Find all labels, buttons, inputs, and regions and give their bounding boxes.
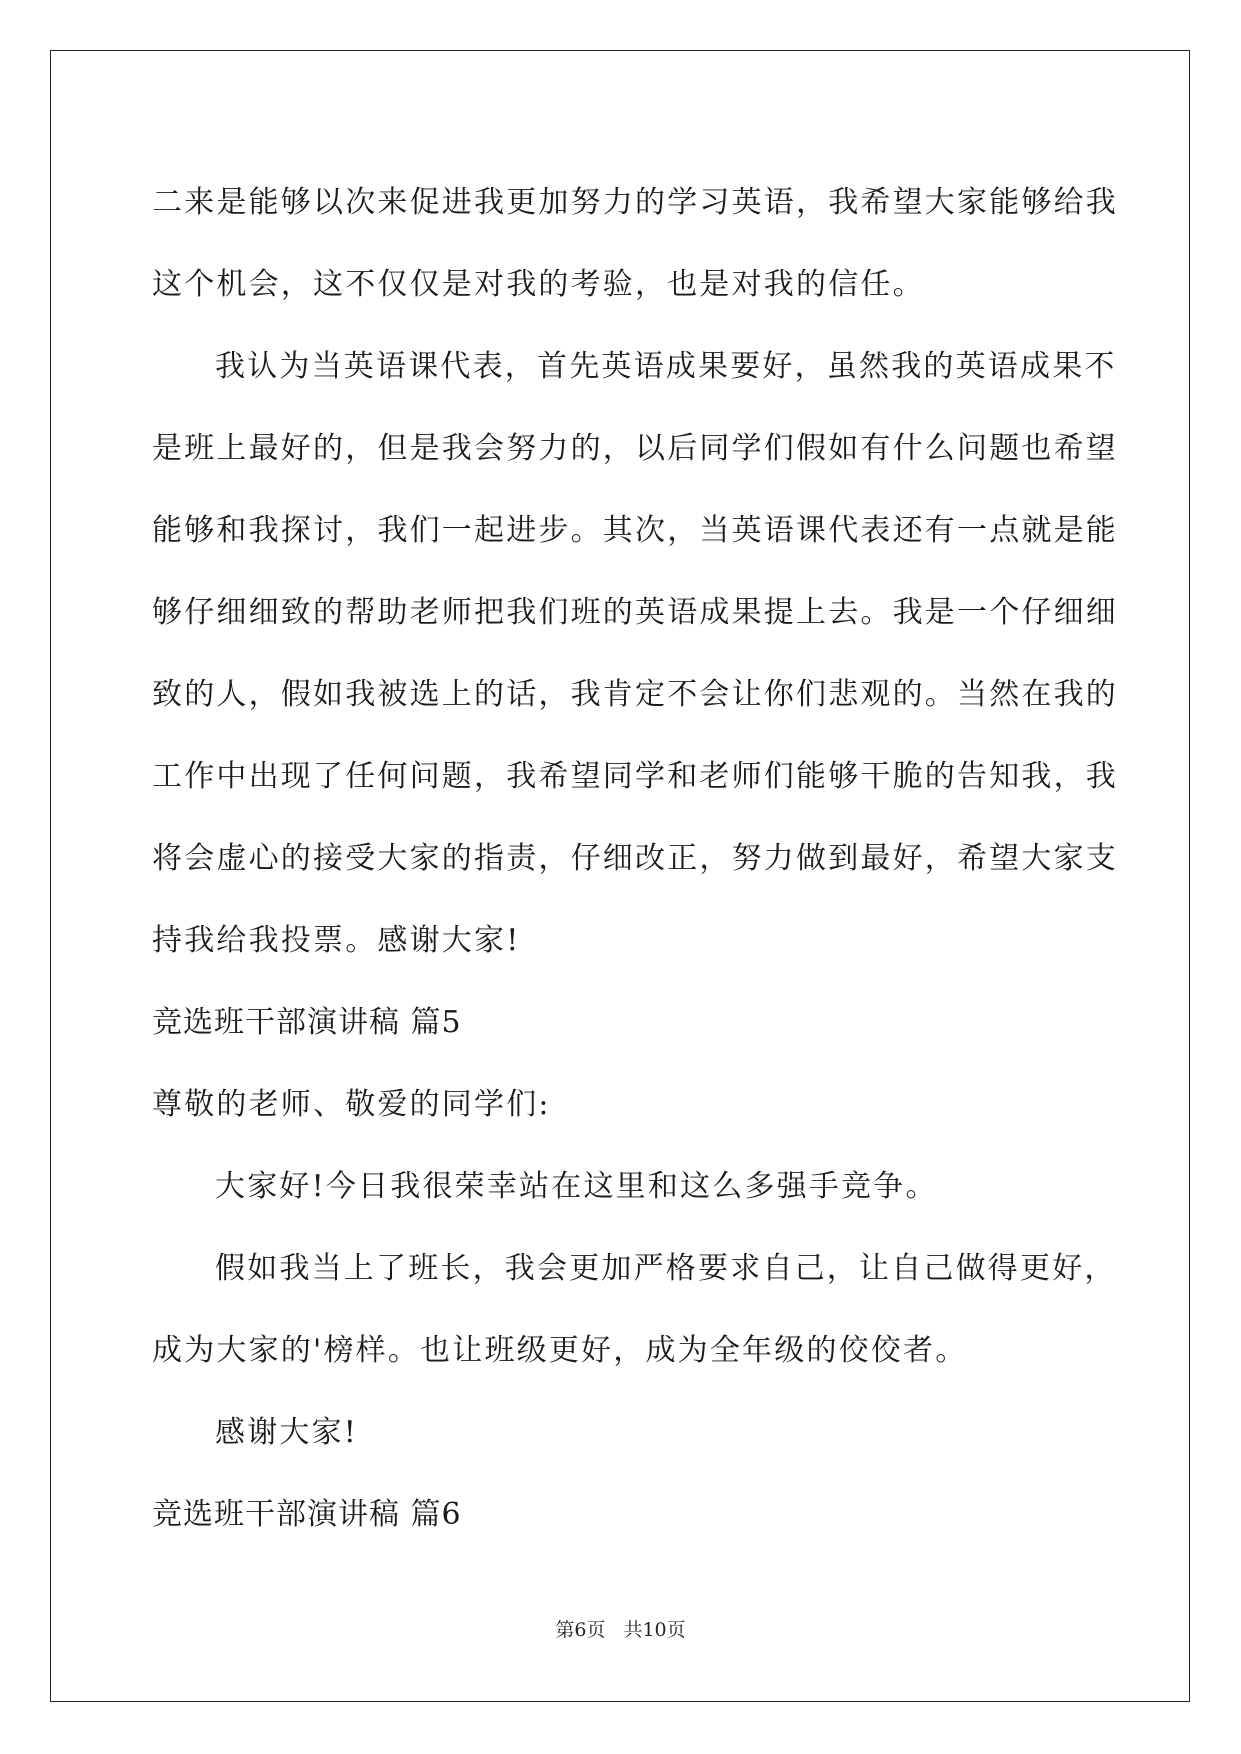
section-heading: 竞选班干部演讲稿 篇6 — [152, 1497, 462, 1532]
text-line: 成为大家的'榜样。也让班级更好，成为全年级的佼佼者。 — [152, 1333, 968, 1368]
text-line: 够仔细细致的帮助老师把我们班的英语成果提上去。我是一个仔细细 — [152, 595, 1118, 630]
section-heading: 竞选班干部演讲稿 篇5 — [152, 1005, 462, 1040]
page-number: 第6页 — [555, 1619, 606, 1641]
salutation: 尊敬的老师、敬爱的同学们: — [152, 1087, 551, 1122]
page-total: 共10页 — [623, 1619, 686, 1641]
closing-line: 感谢大家! — [215, 1415, 359, 1450]
paragraph-start: 假如我当上了班长，我会更加严格要求自己，让自己做得更好， — [215, 1251, 1117, 1286]
paragraph-start: 我认为当英语课代表，首先英语成果要好，虽然我的英语成果不 — [215, 349, 1117, 384]
text-line: 是班上最好的，但是我会努力的，以后同学们假如有什么问题也希望 — [152, 431, 1118, 466]
text-line: 这个机会，这不仅仅是对我的考验，也是对我的信任。 — [152, 267, 925, 302]
page-footer — [0, 1618, 1241, 1642]
text-line: 持我给我投票。感谢大家! — [152, 923, 521, 958]
text-line: 二来是能够以次来促进我更加努力的学习英语，我希望大家能够给我 — [152, 185, 1118, 220]
text-line: 能够和我探讨，我们一起进步。其次，当英语课代表还有一点就是能 — [152, 513, 1118, 548]
text-line: 致的人，假如我被选上的话，我肯定不会让你们悲观的。当然在我的 — [152, 677, 1118, 712]
document-body — [152, 162, 1118, 1556]
text-line: 将会虚心的接受大家的指责，仔细改正，努力做到最好，希望大家支 — [152, 841, 1118, 876]
text-line: 工作中出现了任何问题，我希望同学和老师们能够干脆的告知我，我 — [152, 759, 1118, 794]
paragraph-start: 大家好!今日我很荣幸站在这里和这么多强手竞争。 — [215, 1169, 938, 1204]
